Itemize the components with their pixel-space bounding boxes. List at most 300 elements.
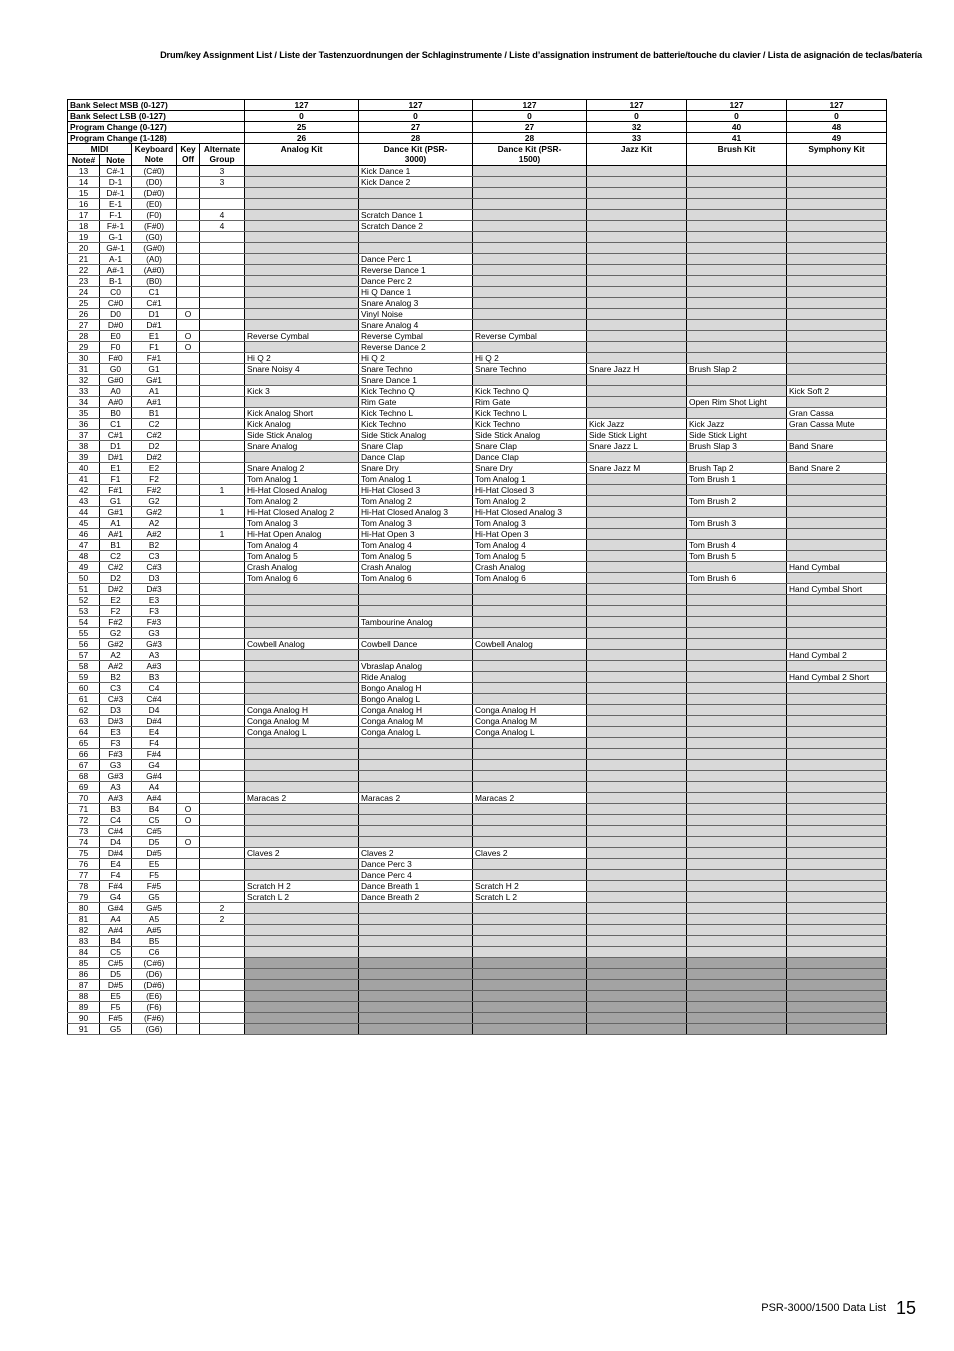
- table-row: [68, 562, 887, 573]
- kit-voice-cell: [587, 782, 687, 793]
- kit-voice-cell: [787, 496, 887, 507]
- kit-voice-cell: [787, 331, 887, 342]
- key-off: [177, 661, 200, 672]
- table-row: [68, 441, 887, 452]
- kit-voice-cell: [587, 793, 687, 804]
- alternate-group: 3: [200, 166, 245, 177]
- midi-note: F4: [100, 870, 132, 881]
- kit-voice-cell: [473, 925, 587, 936]
- kit-voice-cell: [787, 980, 887, 991]
- kit-voice-cell: [245, 947, 359, 958]
- key-off: [177, 419, 200, 430]
- midi-note: C0: [100, 287, 132, 298]
- kit-voice-cell: [787, 969, 887, 980]
- kit-voice-cell: [787, 914, 887, 925]
- alternate-group: [200, 243, 245, 254]
- table-row: [68, 804, 887, 815]
- midi-note: C5: [100, 947, 132, 958]
- kit-voice-cell: [687, 694, 787, 705]
- kit-voice-cell: [787, 1013, 887, 1024]
- alternate-group: [200, 287, 245, 298]
- key-off: [177, 166, 200, 177]
- kit-voice-cell: Vinyl Noise: [359, 309, 473, 320]
- kit-program-1: 28: [473, 133, 587, 144]
- table-row: [68, 826, 887, 837]
- kit-voice-cell: Tom Analog 3: [473, 518, 587, 529]
- midi-note: G1: [100, 496, 132, 507]
- table-row: [68, 485, 887, 496]
- kit-voice-cell: Crash Analog: [245, 562, 359, 573]
- table-row: [68, 1013, 887, 1024]
- midi-note-number: 40: [68, 463, 100, 474]
- midi-note-number: 86: [68, 969, 100, 980]
- alternate-group: [200, 375, 245, 386]
- kit-voice-cell: [587, 1013, 687, 1024]
- kit-voice-cell: [245, 298, 359, 309]
- midi-note-number: 80: [68, 903, 100, 914]
- kit-voice-cell: [687, 529, 787, 540]
- kit-voice-cell: [245, 375, 359, 386]
- kit-voice-cell: [587, 254, 687, 265]
- kit-msb: 127: [687, 100, 787, 111]
- kit-voice-cell: Crash Analog: [473, 562, 587, 573]
- kit-voice-cell: [587, 188, 687, 199]
- midi-note: C1: [100, 419, 132, 430]
- kit-voice-cell: Snare Techno: [473, 364, 587, 375]
- kit-voice-cell: [473, 276, 587, 287]
- kit-voice-cell: [687, 782, 787, 793]
- midi-note-number: 32: [68, 375, 100, 386]
- kit-voice-cell: [687, 903, 787, 914]
- kit-voice-cell: [473, 287, 587, 298]
- midi-note-number: 61: [68, 694, 100, 705]
- key-off: [177, 562, 200, 573]
- alternate-group: [200, 705, 245, 716]
- key-off: [177, 210, 200, 221]
- kit-voice-cell: [587, 749, 687, 760]
- kit-voice-cell: [473, 837, 587, 848]
- kit-voice-cell: [787, 826, 887, 837]
- table-row: [68, 980, 887, 991]
- alternate-group: [200, 738, 245, 749]
- alternate-group: [200, 650, 245, 661]
- kit-voice-cell: Claves 2: [359, 848, 473, 859]
- kit-voice-cell: [787, 749, 887, 760]
- kit-voice-cell: [587, 705, 687, 716]
- kit-voice-cell: Side Stick Analog: [245, 430, 359, 441]
- kit-voice-cell: [473, 221, 587, 232]
- keyboard-note: G5: [132, 892, 177, 903]
- alternate-group: [200, 452, 245, 463]
- kit-voice-cell: [587, 320, 687, 331]
- alternate-group: [200, 716, 245, 727]
- drum-key-assignment-table: [67, 99, 887, 1035]
- kit-voice-cell: [687, 716, 787, 727]
- kit-voice-cell: [359, 243, 473, 254]
- keyboard-note: (D#0): [132, 188, 177, 199]
- kit-voice-cell: [787, 595, 887, 606]
- keyboard-note: F#3: [132, 617, 177, 628]
- kit-voice-cell: Conga Analog M: [359, 716, 473, 727]
- kit-voice-cell: Kick 3: [245, 386, 359, 397]
- midi-note-number: 15: [68, 188, 100, 199]
- keyboard-note: A3: [132, 650, 177, 661]
- kit-voice-cell: [473, 672, 587, 683]
- kit-voice-cell: [687, 485, 787, 496]
- midi-note-number: 65: [68, 738, 100, 749]
- kit-voice-cell: Hi-Hat Closed Analog: [245, 485, 359, 496]
- kit-voice-cell: Hi Q Dance 1: [359, 287, 473, 298]
- kit-voice-cell: [245, 936, 359, 947]
- kit-voice-cell: [687, 749, 787, 760]
- midi-note-number: 39: [68, 452, 100, 463]
- key-off: [177, 1024, 200, 1035]
- kit-voice-cell: Scratch Dance 1: [359, 210, 473, 221]
- kit-voice-cell: [359, 958, 473, 969]
- kit-voice-cell: [473, 914, 587, 925]
- kit-voice-cell: [687, 386, 787, 397]
- kit-voice-cell: Snare Jazz M: [587, 463, 687, 474]
- kit-voice-cell: Hi-Hat Open Analog: [245, 529, 359, 540]
- midi-note: C#5: [100, 958, 132, 969]
- midi-note: D#5: [100, 980, 132, 991]
- midi-note: A2: [100, 650, 132, 661]
- table-row: [68, 331, 887, 342]
- keyboard-note: F#2: [132, 485, 177, 496]
- kit-voice-cell: [245, 342, 359, 353]
- midi-note-number: 19: [68, 232, 100, 243]
- kit-voice-cell: Snare Analog 4: [359, 320, 473, 331]
- midi-note-number: 22: [68, 265, 100, 276]
- kit-voice-cell: [359, 199, 473, 210]
- table-row: [68, 474, 887, 485]
- midi-note-number: 37: [68, 430, 100, 441]
- midi-note: F5: [100, 1002, 132, 1013]
- table-row: [68, 958, 887, 969]
- kit-voice-cell: [687, 265, 787, 276]
- key-off: [177, 496, 200, 507]
- midi-note: C#0: [100, 298, 132, 309]
- kit-voice-cell: [587, 936, 687, 947]
- midi-note-number: 90: [68, 1013, 100, 1024]
- kit-voice-cell: [587, 331, 687, 342]
- table-row: [68, 1002, 887, 1013]
- keyboard-note: F#1: [132, 353, 177, 364]
- kit-voice-cell: [787, 804, 887, 815]
- kit-voice-cell: [587, 1024, 687, 1035]
- kit-program-1: 49: [787, 133, 887, 144]
- kit-voice-cell: Scratch Dance 2: [359, 221, 473, 232]
- alternate-group: 1: [200, 529, 245, 540]
- kit-voice-cell: Kick Dance 2: [359, 177, 473, 188]
- table-row: [68, 430, 887, 441]
- table-row: [68, 386, 887, 397]
- alternate-group: [200, 232, 245, 243]
- kit-voice-cell: [687, 947, 787, 958]
- midi-note: C#3: [100, 694, 132, 705]
- keyboard-note: A2: [132, 518, 177, 529]
- kit-voice-cell: [245, 672, 359, 683]
- kit-voice-cell: [687, 771, 787, 782]
- kit-voice-cell: [473, 936, 587, 947]
- kit-voice-cell: [245, 991, 359, 1002]
- table-row: [68, 166, 887, 177]
- midi-note-number: 48: [68, 551, 100, 562]
- kit-voice-cell: [587, 232, 687, 243]
- midi-note: F#5: [100, 1013, 132, 1024]
- midi-note-number: 62: [68, 705, 100, 716]
- kit-voice-cell: Tom Brush 3: [687, 518, 787, 529]
- kit-voice-cell: [587, 903, 687, 914]
- keyboard-note: D3: [132, 573, 177, 584]
- table-row: [68, 408, 887, 419]
- midi-note-number: 82: [68, 925, 100, 936]
- table-row: [68, 683, 887, 694]
- table-row: [68, 298, 887, 309]
- kit-voice-cell: [245, 859, 359, 870]
- kit-voice-cell: [787, 551, 887, 562]
- key-off: [177, 584, 200, 595]
- kit-voice-cell: [359, 980, 473, 991]
- midi-note: F0: [100, 342, 132, 353]
- kit-voice-cell: [245, 738, 359, 749]
- midi-note-number: 56: [68, 639, 100, 650]
- kit-voice-cell: Hand Cymbal 2 Short: [787, 672, 887, 683]
- alternate-group: [200, 804, 245, 815]
- midi-note: C#1: [100, 430, 132, 441]
- key-off: [177, 441, 200, 452]
- kit-voice-cell: [787, 947, 887, 958]
- midi-note-number: 21: [68, 254, 100, 265]
- midi-note-number: 34: [68, 397, 100, 408]
- alternate-group: [200, 936, 245, 947]
- kit-voice-cell: Tom Analog 5: [245, 551, 359, 562]
- kit-voice-cell: Dance Breath 1: [359, 881, 473, 892]
- kit-voice-cell: [587, 408, 687, 419]
- key-off: [177, 386, 200, 397]
- kit-voice-cell: [587, 1002, 687, 1013]
- kit-msb: 127: [787, 100, 887, 111]
- midi-note: G2: [100, 628, 132, 639]
- kit-voice-cell: [473, 375, 587, 386]
- midi-note-number: 91: [68, 1024, 100, 1035]
- midi-note: D3: [100, 705, 132, 716]
- kit-voice-cell: Tom Brush 2: [687, 496, 787, 507]
- table-row: [68, 771, 887, 782]
- key-off: [177, 287, 200, 298]
- kit-voice-cell: [787, 925, 887, 936]
- keyboard-note: D4: [132, 705, 177, 716]
- alternate-group: [200, 991, 245, 1002]
- kit-voice-cell: [473, 749, 587, 760]
- key-off: [177, 969, 200, 980]
- key-off: O: [177, 837, 200, 848]
- kit-voice-cell: [473, 738, 587, 749]
- table-row: [68, 903, 887, 914]
- key-off: [177, 298, 200, 309]
- kit-voice-cell: [687, 760, 787, 771]
- kit-voice-cell: [359, 914, 473, 925]
- kit-voice-cell: [245, 188, 359, 199]
- kit-voice-cell: Band Snare: [787, 441, 887, 452]
- kit-msb: 127: [587, 100, 687, 111]
- kit-voice-cell: [587, 551, 687, 562]
- key-off: [177, 628, 200, 639]
- midi-note-number: 29: [68, 342, 100, 353]
- kit-voice-cell: [587, 617, 687, 628]
- table-row: [68, 870, 887, 881]
- table-row: [68, 276, 887, 287]
- kit-voice-cell: Cowbell Dance: [359, 639, 473, 650]
- alternate-group: [200, 749, 245, 760]
- keyboard-note: A#4: [132, 793, 177, 804]
- program-change-0-row: [68, 122, 887, 133]
- kit-voice-cell: [245, 1013, 359, 1024]
- midi-note-number: 64: [68, 727, 100, 738]
- keyboard-note: G#2: [132, 507, 177, 518]
- kit-voice-cell: [473, 177, 587, 188]
- kit-voice-cell: [787, 276, 887, 287]
- midi-note-number: 63: [68, 716, 100, 727]
- key-off: O: [177, 331, 200, 342]
- table-row: [68, 947, 887, 958]
- kit-voice-cell: [359, 969, 473, 980]
- kit-voice-cell: [359, 782, 473, 793]
- kit-voice-cell: [787, 815, 887, 826]
- keyboard-note: C2: [132, 419, 177, 430]
- kit-voice-cell: [687, 595, 787, 606]
- midi-note: A3: [100, 782, 132, 793]
- midi-note: F#0: [100, 353, 132, 364]
- kit-voice-cell: [359, 947, 473, 958]
- kit-voice-cell: [473, 980, 587, 991]
- kit-voice-cell: [787, 771, 887, 782]
- table-row: [68, 650, 887, 661]
- keyboard-note: E2: [132, 463, 177, 474]
- kit-voice-cell: [359, 584, 473, 595]
- kit-voice-cell: [587, 980, 687, 991]
- key-off: [177, 639, 200, 650]
- kit-voice-cell: [787, 1002, 887, 1013]
- kit-voice-cell: [787, 375, 887, 386]
- kit-voice-cell: [473, 606, 587, 617]
- key-off: [177, 980, 200, 991]
- kit-voice-cell: [787, 859, 887, 870]
- midi-note: E0: [100, 331, 132, 342]
- kit-voice-cell: [687, 848, 787, 859]
- alternate-group: [200, 980, 245, 991]
- program-change-1-row: [68, 133, 887, 144]
- kit-voice-cell: Conga Analog L: [473, 727, 587, 738]
- table-row: [68, 210, 887, 221]
- alternate-group: [200, 320, 245, 331]
- kit-voice-cell: [245, 903, 359, 914]
- alternate-group: [200, 1002, 245, 1013]
- kit-voice-cell: [687, 980, 787, 991]
- kit-voice-cell: [245, 254, 359, 265]
- kit-voice-cell: [787, 716, 887, 727]
- kit-voice-cell: [473, 771, 587, 782]
- midi-note: C#-1: [100, 166, 132, 177]
- keyboard-note: G2: [132, 496, 177, 507]
- kit-voice-cell: [359, 1024, 473, 1035]
- kit-voice-cell: [787, 936, 887, 947]
- kit-voice-cell: [473, 595, 587, 606]
- key-off: [177, 782, 200, 793]
- kit-voice-cell: [787, 617, 887, 628]
- kit-voice-cell: [473, 210, 587, 221]
- alternate-group: [200, 859, 245, 870]
- kit-voice-cell: [787, 320, 887, 331]
- alternate-group: [200, 694, 245, 705]
- key-off: [177, 1002, 200, 1013]
- key-off: [177, 606, 200, 617]
- bank-msb-row: [68, 100, 887, 111]
- alternate-group: [200, 837, 245, 848]
- keyboard-note: C6: [132, 947, 177, 958]
- midi-note: A1: [100, 518, 132, 529]
- key-off: [177, 474, 200, 485]
- kit-voice-cell: [245, 837, 359, 848]
- midi-note: A#4: [100, 925, 132, 936]
- table-row: [68, 628, 887, 639]
- kit-voice-cell: [587, 177, 687, 188]
- keyboard-note: C#1: [132, 298, 177, 309]
- keyboard-note: (F0): [132, 210, 177, 221]
- alternate-group: [200, 441, 245, 452]
- kit-voice-cell: [687, 859, 787, 870]
- kit-voice-cell: [787, 221, 887, 232]
- kit-voice-cell: [473, 958, 587, 969]
- key-off: [177, 738, 200, 749]
- kit-voice-cell: [687, 672, 787, 683]
- key-off: [177, 452, 200, 463]
- alternate-group: 4: [200, 210, 245, 221]
- kit-voice-cell: [587, 771, 687, 782]
- kit-voice-cell: [245, 683, 359, 694]
- kit-voice-cell: Ride Analog: [359, 672, 473, 683]
- kit-voice-cell: Hi-Hat Closed 3: [359, 485, 473, 496]
- table-row: [68, 815, 887, 826]
- kit-voice-cell: Tom Analog 2: [359, 496, 473, 507]
- midi-note-number: 31: [68, 364, 100, 375]
- kit-voice-cell: [787, 529, 887, 540]
- kit-voice-cell: [787, 639, 887, 650]
- kit-voice-cell: Rim Gate: [359, 397, 473, 408]
- kit-voice-cell: [787, 892, 887, 903]
- kit-voice-cell: [587, 815, 687, 826]
- alternate-group: [200, 298, 245, 309]
- kit-voice-cell: [245, 1002, 359, 1013]
- kit-program-0: 40: [687, 122, 787, 133]
- kit-voice-cell: [787, 309, 887, 320]
- keyboard-note: D2: [132, 441, 177, 452]
- kit-voice-cell: Hi-Hat Closed Analog 3: [473, 507, 587, 518]
- kit-voice-cell: Dance Perc 2: [359, 276, 473, 287]
- midi-note-number: 73: [68, 826, 100, 837]
- kit-voice-cell: [473, 760, 587, 771]
- key-off: [177, 694, 200, 705]
- midi-header: MIDI: [68, 144, 132, 155]
- kit-voice-cell: [787, 342, 887, 353]
- kit-voice-cell: [787, 210, 887, 221]
- keyboard-note: C1: [132, 287, 177, 298]
- keyboard-note: (F#0): [132, 221, 177, 232]
- kit-voice-cell: [473, 1024, 587, 1035]
- kit-voice-cell: [587, 650, 687, 661]
- kit-voice-cell: Tom Brush 5: [687, 551, 787, 562]
- midi-note: A-1: [100, 254, 132, 265]
